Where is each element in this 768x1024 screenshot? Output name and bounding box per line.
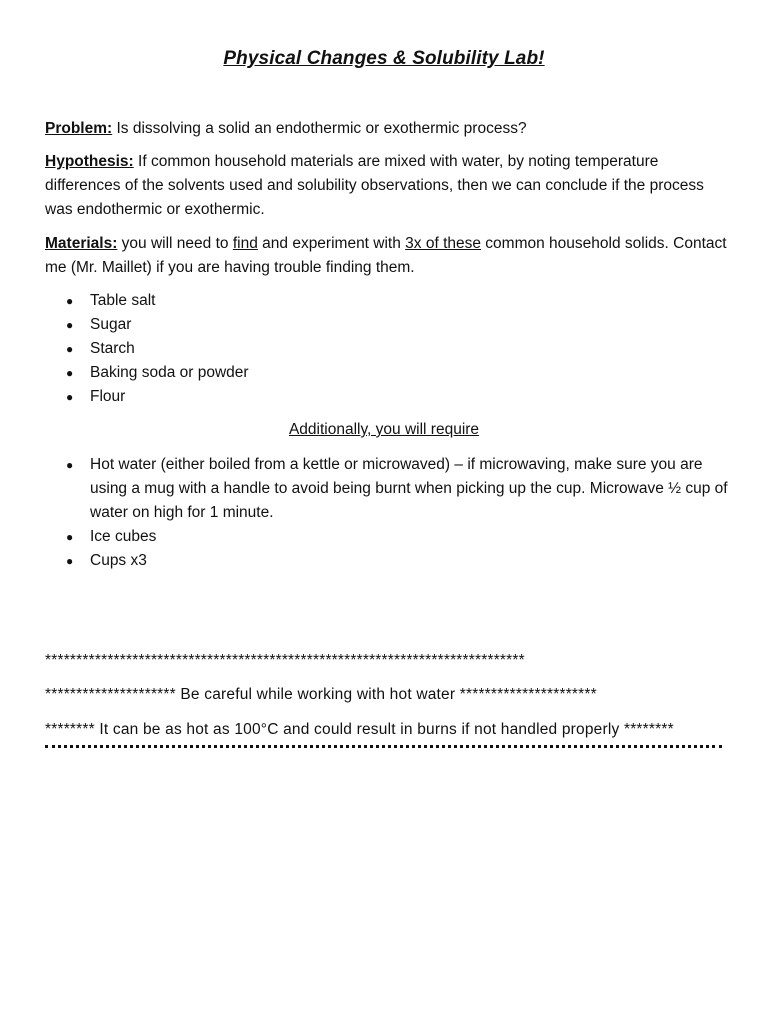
list-item [66, 313, 736, 337]
list-item [66, 453, 736, 525]
list-item [66, 289, 736, 313]
bullet-icon: ● [66, 554, 74, 568]
list-item [66, 337, 736, 361]
hypothesis-label: Hypothesis: [45, 153, 134, 170]
solid-item-text: Sugar [90, 316, 132, 333]
bullet-icon: ● [66, 530, 74, 544]
warning-stars-line: ***************************************************************************** [45, 652, 525, 669]
materials-section [45, 232, 735, 280]
dotted-divider [45, 745, 722, 748]
materials-label: Materials: [45, 235, 118, 252]
problem-section [45, 117, 735, 141]
hypothesis-section [45, 150, 735, 222]
list-item [66, 385, 736, 409]
solid-item-text: Table salt [90, 292, 156, 309]
list-item [66, 525, 736, 549]
list-item [66, 361, 736, 385]
bullet-icon: ● [66, 458, 74, 472]
solid-item-text: Starch [90, 340, 135, 357]
hypothesis-text: If common household materials are mixed with water, by noting temperature differences of the solvents used and solubility observations, then we can conclude if the process was endothermic or exothermic. [45, 153, 704, 218]
problem-text: Is dissolving a solid an endothermic or exothermic process? [112, 120, 527, 137]
materials-three-x: 3x of these [405, 235, 481, 252]
bullet-icon: ● [66, 342, 74, 356]
bullet-icon: ● [66, 366, 74, 380]
requirement-item-text: Ice cubes [90, 528, 157, 545]
bullet-icon: ● [66, 294, 74, 308]
materials-text-3: common household solids. Contact me (Mr. Maillet) if you are having trouble finding them. [45, 235, 727, 276]
warning-burns: ******** It can be as hot as 100°C and could result in burns if not handled properly ******** [45, 721, 674, 738]
solid-item-text: Baking soda or powder [90, 364, 249, 381]
list-item [66, 549, 736, 573]
materials-text-1: you will need to [117, 235, 233, 252]
materials-find: find [232, 235, 258, 252]
requirement-item-text: Cups x3 [90, 552, 147, 569]
warning-hot-water: ********************* Be careful while working with hot water ********************** [45, 686, 597, 703]
page-title: Physical Changes & Solubility Lab! [223, 48, 545, 69]
materials-text-2: and experiment with [257, 235, 406, 252]
solids-list [66, 289, 736, 409]
problem-label: Problem: [45, 120, 113, 137]
bullet-icon: ● [66, 390, 74, 404]
solid-item-text: Flour [90, 388, 126, 405]
requirements-list [66, 453, 736, 573]
requirement-item-text: Hot water (either boiled from a kettle or microwaved) – if microwaving, make sure you are using a mug with a handle to avoid being burnt when picking up the cup. Microwave ½ cup of water on high for 1 minute. [90, 456, 728, 521]
bullet-icon: ● [66, 318, 74, 332]
additional-heading: Additionally, you will require [288, 421, 480, 438]
